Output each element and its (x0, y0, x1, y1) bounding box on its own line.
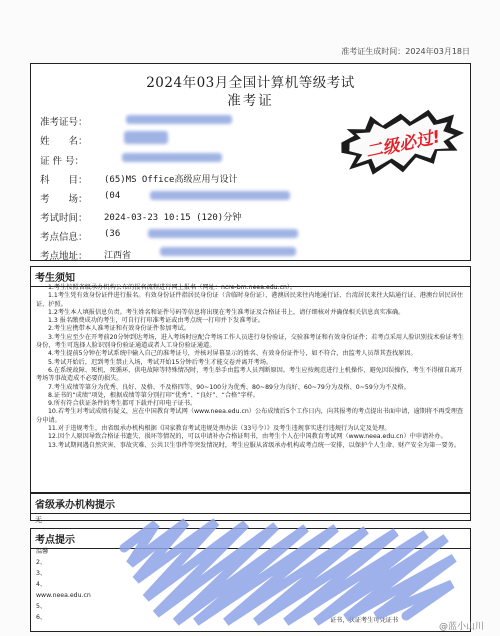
field-label-room: 考 场： (40, 194, 88, 205)
notice-item: 11.对于违规考生，由省级承办机构根据《国家教育考试违规处理办法（33号令）》及考生违规事实进行违规行为认定及处理。 (48, 425, 391, 433)
authority-section (30, 493, 471, 524)
site-tip-line: 4、 (36, 581, 47, 588)
field-value-subject: (65)MS Office高级应用与设计 (104, 175, 238, 185)
site-tip-line: www.neea.edu.cn (36, 592, 91, 599)
authority-text: 无 (35, 516, 42, 524)
ticket-subtitle: 准考证 (227, 93, 274, 109)
field-label-name: 姓 名： (40, 136, 88, 147)
notice-item: 8.证书的“成绩”项处，根据成绩等第分别打印“优秀”、“良好”、“合格”字样。 (48, 391, 259, 399)
notice-item: 9.所有符合获证条件的考生都可下载并打印电子证书。 (48, 400, 197, 408)
redaction-site-address (160, 247, 296, 256)
field-value-site-info: (36 (104, 229, 121, 239)
field-value-room: (04 (104, 191, 121, 201)
site-tips-list (36, 546, 116, 623)
notice-item: 12.因个人原因导致合格证书遗失、损坏等情况的，可以申请补办合格证明书，由考生个人在中国教育考试网（www.neea.edu.cn）中申请补办。 (48, 433, 447, 441)
site-tip-line: 5、 (36, 603, 47, 610)
notice-item: 1.1考生凭有效身份证件进行报名。有效身份证件指居民身份证（含临时身份证）、港澳居民来往内地通行证、台湾居民来往大陆通行证、港澳台居民居住证、护照。 (36, 292, 464, 308)
redaction-ticket-number (126, 115, 232, 124)
notice-item: 6.在系统故障、死机、死循环、供电故障等特殊情况时，考生举手由监考人员判断原因。考生应按规范进行上机操作，避免因误操作，考生不得擅自离开考场等事故造成不必要的损失。 (36, 366, 463, 383)
notice-item: 1.2考生本人填报信息负责。考生姓名和证件号码等信息将出现在考生准考证及合格证书上，请仔细核对并确保相关信息真实准确。 (48, 308, 405, 316)
notice-item: 13.考试期间遇自然灾害、事故灾难、公共卫生事件等突发情况时，考生应服从省级承办机构或考点统一安排，以保护个人生命、财产安全为第一要务。 (48, 441, 461, 449)
field-label-site-address: 考点地址： (40, 251, 88, 262)
redaction-scribble (116, 518, 461, 628)
field-label-site-info: 考点信息： (40, 232, 88, 243)
site-tips-tail: 证书，获证考生可凭证书 (330, 617, 399, 624)
authority-title: 省级承办机构提示 (31, 494, 470, 514)
stamp-text: 二级必过! (364, 127, 443, 163)
redaction-room (150, 191, 290, 200)
notice-item: 5.考试开始后，迟到考生禁止入场，考试开始15分钟后考生才能交卷并离开考场。 (48, 358, 273, 366)
site-tip-line: 温馨 (36, 548, 49, 555)
field-value-exam-time: 2024-03-23 10:15 (120)分钟 (104, 213, 242, 223)
redaction-name (124, 131, 168, 144)
notice-item: 10.若考生对考试成绩有疑义，应在中国教育考试网（www.neea.edu.cn）公布成绩后5个工作日内，向其报考的考点提出书面申请，逾期将不再受理查分申请。 (36, 408, 464, 424)
site-tip-line: 6、 (36, 614, 47, 621)
site-tip-line: 3、 (36, 570, 47, 577)
site-tip-line: 2、 (36, 559, 47, 566)
notice-list (36, 284, 468, 450)
field-label-subject: 科 目： (40, 175, 88, 186)
notice-item: 1.考生按照省级承办机构公布的报名流程进行网上报名（网址：ncre-bm.neea.edu.cn）。 (48, 284, 297, 291)
field-label-exam-time: 考试时间： (40, 213, 88, 224)
watermark: @蓝小山川 (438, 622, 484, 632)
notice-item: 3.考生应至少在开考前20分钟到达考场，进入考场时应配合考场工作人员进行身份验证，交验准考证和有效身份证件；若考点采用人脸识别技术验证考生身份，考生可选择人脸识别身份验证通道或者人工身份验证通道。 (36, 333, 464, 350)
generation-time: 准考证生成时间：2024年03月18日 (341, 47, 470, 56)
notice-title: 考生须知 (31, 267, 470, 287)
notice-item: 1.3 报名缴费成功的考生，可自行打印准考证或由考点统一打印并下发准考证。 (48, 317, 264, 325)
field-label-id: 证 件 号： (40, 156, 85, 167)
site-tips-title: 考点提示 (31, 529, 470, 549)
redaction-id (122, 153, 222, 162)
ticket-title: 2024年03月全国计算机等级考试 (146, 75, 355, 91)
pass-stamp (337, 104, 467, 184)
notice-item: 4.考生提前5分钟在考试系统中输入自己的准考证号，并核对屏幕显示的姓名、有效身份证件号，如不符合，由监考人员帮其查找原因。 (48, 350, 417, 358)
field-label-ticket-number: 准考证号： (40, 117, 88, 128)
notice-item: 7.考生成绩等第分为优秀、良好、及格、不及格四等，90~100分为优秀、80~89分为良好、60~79分为及格、0~59分为不及格。 (48, 383, 410, 391)
notice-item: 2.考生应携带本人准考证和有效身份证件参加考试。 (48, 325, 191, 333)
field-value-site-address: 江西省 (104, 251, 132, 261)
redaction-site-info (148, 229, 298, 238)
